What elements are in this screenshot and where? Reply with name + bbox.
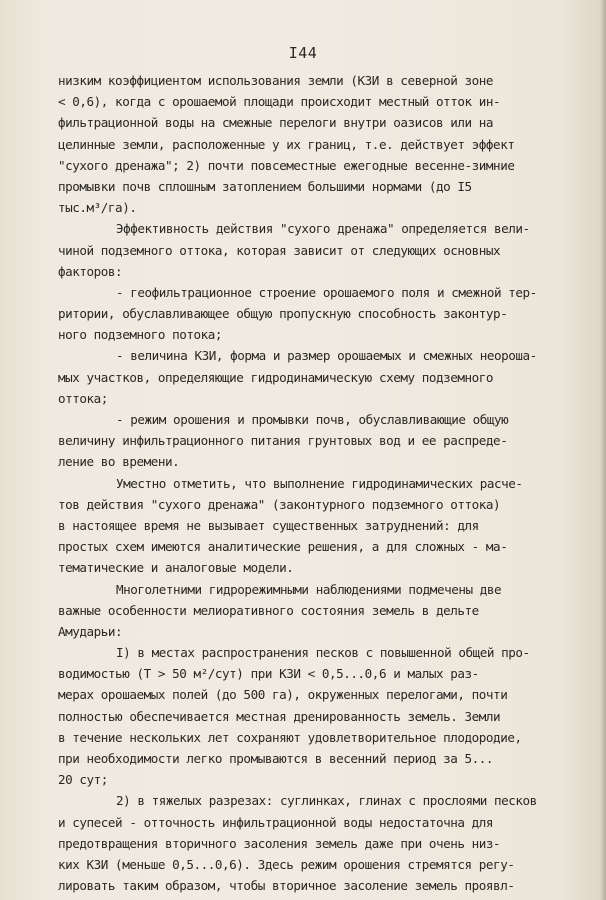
text-line: фильтрационной воды на смежные перелоги внутри оазисов или на (58, 115, 494, 131)
text-line: в течение нескольких лет сохраняют удовлетворительное плодородие, (58, 729, 522, 745)
text-line: и супесей - отточность инфильтрационной воды недостаточна для (58, 814, 494, 830)
text-line: 20 сут; (58, 772, 108, 788)
text-line: < 0,6), когда с орошаемой площади происходит местный отток ин- (58, 94, 501, 110)
text-line: оттока; (58, 390, 108, 406)
text-line: мерах орошаемых полей (до 500 га), окруженных перелогами, почти (58, 687, 508, 703)
text-line: Эффективность действия "сухого дренажа" определяется вели- (116, 221, 530, 237)
text-line: факторов: (58, 263, 123, 279)
text-line: тематические и аналоговые модели. (58, 560, 294, 576)
text-line: ление во времени. (58, 454, 180, 470)
text-line: - геофильтрационное строение орошаемого поля и смежной тер- (116, 284, 537, 300)
body-text (58, 70, 578, 896)
text-line: простых схем имеются аналитические решения, а для сложных - ма- (58, 539, 508, 555)
text-line: ритории, обуславливающее общую пропускную способность законтур- (58, 306, 508, 322)
text-line: низким коэффициентом использования земли (КЗИ в северной зоне (58, 73, 494, 88)
text-line: мых участков, определяющие гидродинамическую схему подземного (58, 369, 494, 385)
text-line: "сухого дренажа"; 2) почти повсеместные ежегодные весенне-зимние (58, 157, 515, 173)
page-edge-shadow (600, 0, 606, 900)
text-line: ких КЗИ (меньше 0,5...0,6). Здесь режим орошения стремятся регу- (58, 856, 515, 872)
text-line: величину инфильтрационного питания грунтовых вод и ее распреде- (58, 433, 508, 449)
text-line: Уместно отметить, что выполнение гидродинамических расче- (116, 475, 523, 491)
text-line: в настоящее время не вызывает существенных затруднений: для (58, 517, 479, 533)
text-line: ного подземного потока; (58, 327, 223, 343)
text-line: - режим орошения и промывки почв, обуславливающие общую (116, 412, 509, 427)
text-line: тов действия "сухого дренажа" (законтурного подземного оттока) (58, 496, 501, 512)
text-line: предотвращения вторичного засоления земель даже при очень низ- (58, 835, 501, 851)
text-line: лировать таким образом, чтобы вторичное засоление земель проявл- (58, 878, 515, 894)
text-line: тыс.м³/га). (58, 200, 137, 216)
text-line: промывки почв сплошным затоплением большими нормами (до I5 (58, 178, 472, 194)
text-line: важные особенности мелиоративного состояния земель в дельте (58, 602, 479, 618)
text-line: Амударьи: (58, 623, 123, 639)
text-line: I) в местах распространения песков с повышенной общей про- (116, 645, 530, 661)
text-line: чиной подземного оттока, которая зависит от следующих основных (58, 242, 501, 258)
text-line: - величина КЗИ, форма и размер орошаемых и смежных неороша- (116, 348, 537, 364)
text-line: 2) в тяжелых разрезах: суглинках, глинах с прослоями песков (116, 793, 537, 809)
page-number: I44 (288, 44, 318, 62)
text-line: водимостью (T > 50 м²/сут) при КЗИ < 0,5...0,6 и малых раз- (58, 666, 479, 682)
text-line: при необходимости легко промываются в весенний период за 5... (58, 751, 494, 766)
text-line: полностью обеспечивается местная дренированность земель. Земли (58, 708, 501, 724)
text-line: целинные земли, расположенные у их границ, т.е. действует эффект (58, 136, 515, 152)
text-line: Многолетними гидрорежимными наблюдениями подмечены две (116, 581, 502, 597)
